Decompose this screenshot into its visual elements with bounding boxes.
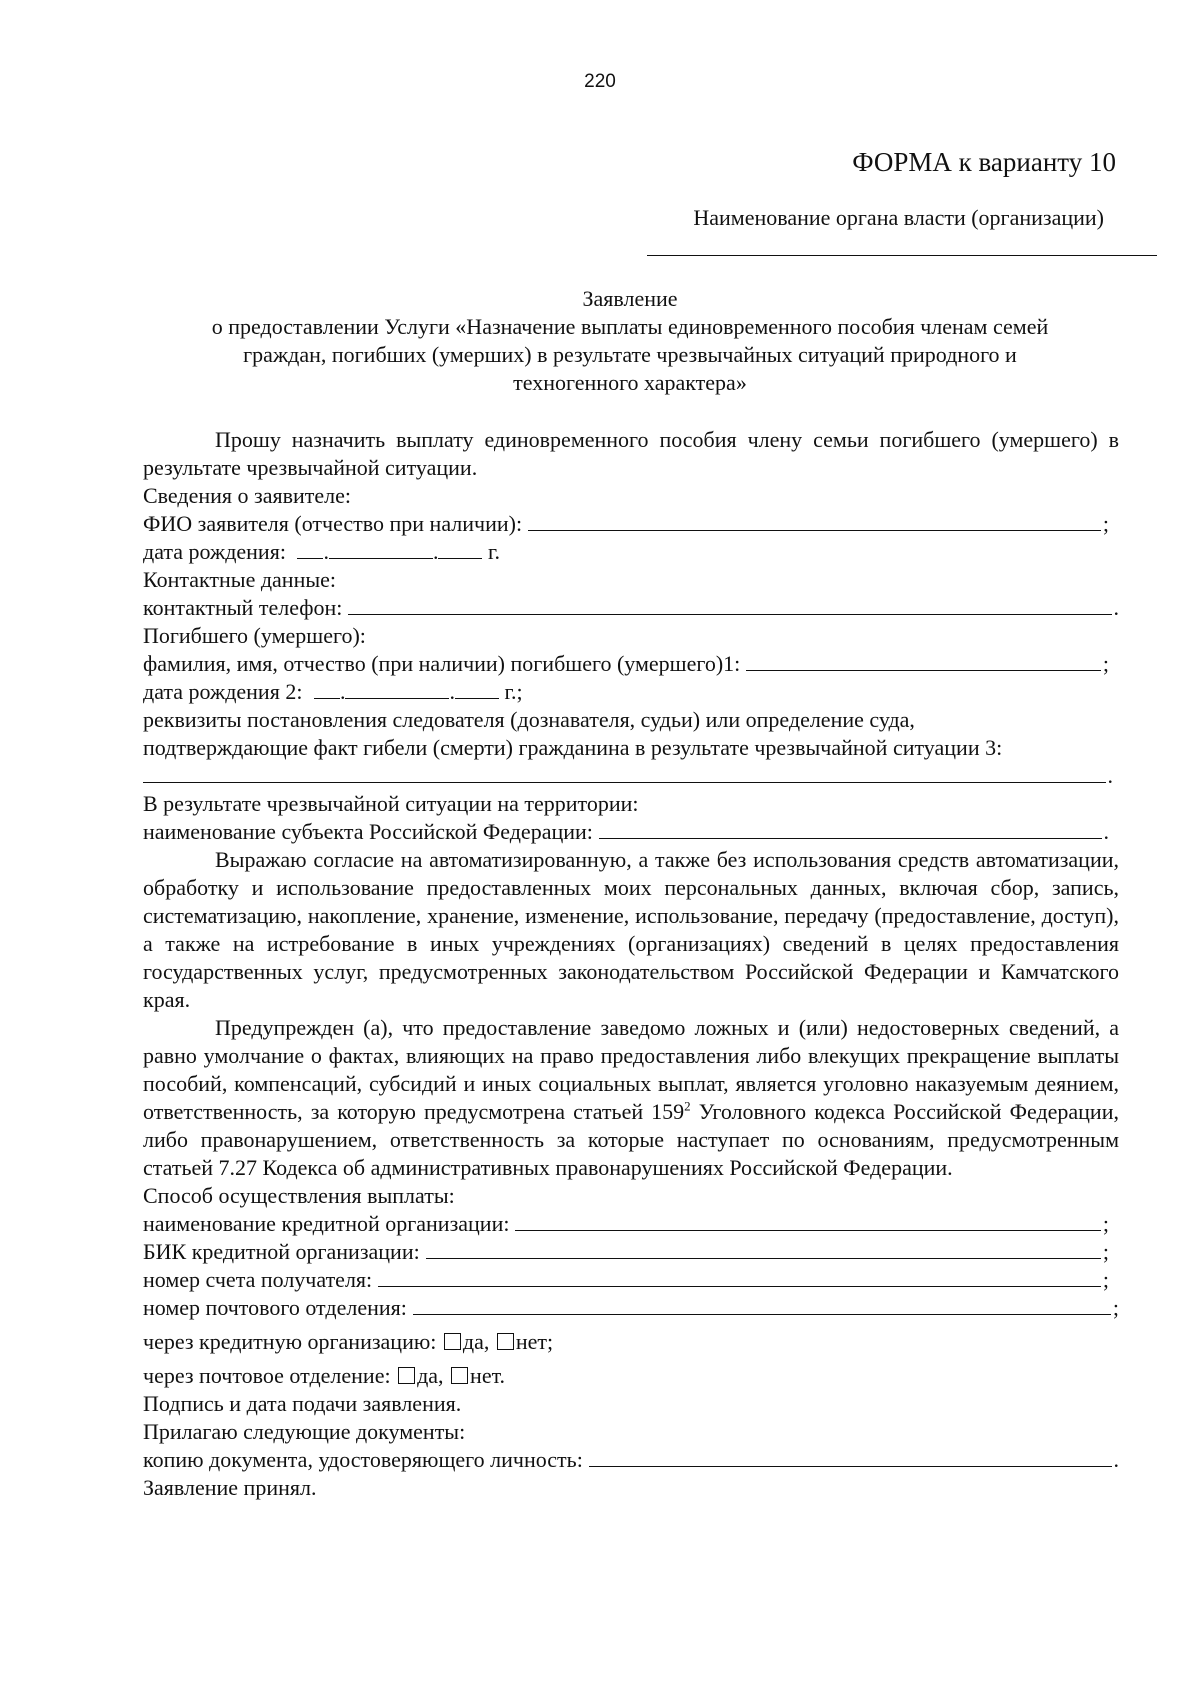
requisites-line: подтверждающие факт гибели (смерти) гражданина в результате чрезвычайной ситуации 3: <box>143 735 1003 760</box>
bik-field[interactable] <box>426 1238 1101 1259</box>
deceased-heading: Погибшего (умершего): <box>143 623 366 648</box>
title-line: Заявление <box>582 286 678 311</box>
via-bank-row <box>143 1328 1119 1356</box>
deceased-birth-month-field[interactable] <box>345 678 449 699</box>
form-title: ФОРМА к варианту 10 <box>852 147 1116 177</box>
punct: . <box>1113 1447 1119 1472</box>
requisites-row <box>143 762 1119 790</box>
org-name-field[interactable] <box>647 255 1157 256</box>
punct: ; <box>1102 651 1109 676</box>
account-row <box>143 1266 1119 1294</box>
phone-row <box>143 594 1119 622</box>
request-paragraph: Прошу назначить выплату единовременного пособия члену семьи погибшего (умершего) в результате чрезвычайной ситуации. <box>143 427 1119 480</box>
year-suffix: г.; <box>504 679 523 704</box>
via-post-label: через почтовое отделение: <box>143 1363 391 1388</box>
birth-day-field[interactable] <box>297 538 323 559</box>
id-copy-label: копию документа, удостоверяющего личность: <box>143 1447 583 1472</box>
form-body <box>143 426 1119 1502</box>
consent-paragraph: Выражаю согласие на автоматизированную, а также без использования средств автоматизации, обработку и использование предоставленных моих персональных данных, включая сбор, запись, систематизацию, накопление, хранение, изменение, использование, передачу (предоставление, доступ), а также на истребование в иных учреждениях (организациях) сведений в целях предоставления государственных услуг, предусмотренных законодательством Российской Федерации и Камчатского края. <box>143 847 1119 1012</box>
year-suffix: г. <box>487 539 500 564</box>
applicant-birth-label: дата рождения: <box>143 539 286 564</box>
via-post-no-checkbox[interactable] <box>451 1367 468 1384</box>
warning-paragraph <box>143 1014 1119 1182</box>
post-office-label: номер почтового отделения: <box>143 1295 407 1320</box>
requisites-field[interactable] <box>143 762 1106 783</box>
org-label: Наименование органа власти (организации) <box>693 205 1104 230</box>
via-bank-yes-checkbox[interactable] <box>444 1333 461 1350</box>
post-office-row <box>143 1294 1119 1322</box>
applicant-birth-row: дата рождения: . . г. <box>143 539 500 564</box>
punct: . <box>1103 819 1109 844</box>
deceased-fio-row <box>143 650 1119 678</box>
punct: ; <box>1102 1211 1109 1236</box>
applicant-fio-field[interactable] <box>528 510 1101 531</box>
applicant-fio-row <box>143 510 1119 538</box>
phone-field[interactable] <box>348 594 1111 615</box>
subject-row <box>143 818 1119 846</box>
post-office-field[interactable] <box>413 1294 1111 1315</box>
no-label: нет. <box>470 1363 506 1388</box>
punct: ; <box>1112 1295 1119 1320</box>
account-label: номер счета получателя: <box>143 1267 373 1292</box>
no-label: нет; <box>515 1329 554 1354</box>
deceased-birth-row: дата рождения 2: . . г.; <box>143 679 523 704</box>
warning-sup: 2 <box>684 1098 691 1114</box>
title-line: о предоставлении Услуги «Назначение выплаты единовременного пособия членам семей <box>211 314 1049 339</box>
subject-field[interactable] <box>599 818 1102 839</box>
yes-label: да, <box>417 1363 444 1388</box>
bik-row <box>143 1238 1119 1266</box>
bik-label: БИК кредитной организации: <box>143 1239 420 1264</box>
attachments-heading: Прилагаю следующие документы: <box>143 1419 466 1444</box>
title-line: техногенного характера» <box>513 370 747 395</box>
yes-label: да, <box>462 1329 490 1354</box>
contacts-heading: Контактные данные: <box>143 567 336 592</box>
bank-name-field[interactable] <box>515 1210 1100 1231</box>
territory-heading: В результате чрезвычайной ситуации на территории: <box>143 791 639 816</box>
document-title <box>140 285 1120 397</box>
via-post-yes-checkbox[interactable] <box>398 1367 415 1384</box>
via-post-row <box>143 1362 1119 1390</box>
punct: ; <box>1102 1267 1109 1292</box>
applicant-heading: Сведения о заявителе: <box>143 483 352 508</box>
deceased-birth-label: дата рождения 2: <box>143 679 303 704</box>
signature-line: Подпись и дата подачи заявления. <box>143 1391 462 1416</box>
title-line: граждан, погибших (умерших) в результате чрезвычайных ситуаций природного и <box>243 342 1017 367</box>
subject-label: наименование субъекта Российской Федерации: <box>143 819 593 844</box>
id-copy-field[interactable] <box>589 1446 1112 1467</box>
bank-name-label: наименование кредитной организации: <box>143 1211 510 1236</box>
deceased-fio-label: фамилия, имя, отчество (при наличии) погибшего (умершего)1: <box>143 651 741 676</box>
applicant-fio-label: ФИО заявителя (отчество при наличии): <box>143 511 523 536</box>
deceased-fio-field[interactable] <box>746 650 1101 671</box>
requisites-line: реквизиты постановления следователя (дознавателя, судьи) или определение суда, <box>143 707 915 732</box>
warning-text: Предупрежден (а), что предоставление заведомо ложных и (или) недостоверных сведений, а равно умолчание о фактах, влияющих на право предоставления либо влекущих прекращение выплаты пособий, компенсаций, субсидий и иных социальных выплат, является уголовно наказуемым деянием, ответственность, за которую предусмотрена статьей 159 <box>143 1015 1119 1124</box>
punct: . <box>1113 595 1119 620</box>
birth-month-field[interactable] <box>329 538 433 559</box>
bank-name-row <box>143 1210 1119 1238</box>
warning-text: Уголовного кодекса Российской Федерации, либо правонарушением, ответственность за которые наступает по основаниям, предусмотренным статьей 7.27 Кодекса об административных правонарушениях Российской Федерации. <box>143 1099 1119 1180</box>
via-bank-no-checkbox[interactable] <box>497 1333 514 1350</box>
account-field[interactable] <box>378 1266 1101 1287</box>
punct: ; <box>1102 1239 1109 1264</box>
id-copy-row <box>143 1446 1119 1474</box>
deceased-birth-year-field[interactable] <box>455 678 499 699</box>
punct: ; <box>1102 511 1109 536</box>
phone-label: контактный телефон: <box>143 595 343 620</box>
deceased-birth-day-field[interactable] <box>314 678 340 699</box>
accepted-line: Заявление принял. <box>143 1475 317 1500</box>
birth-year-field[interactable] <box>438 538 482 559</box>
payment-heading: Способ осуществления выплаты: <box>143 1183 455 1208</box>
via-bank-label: через кредитную организацию: <box>143 1329 437 1354</box>
punct: . <box>1107 763 1113 788</box>
page-number: 220 <box>584 71 616 92</box>
